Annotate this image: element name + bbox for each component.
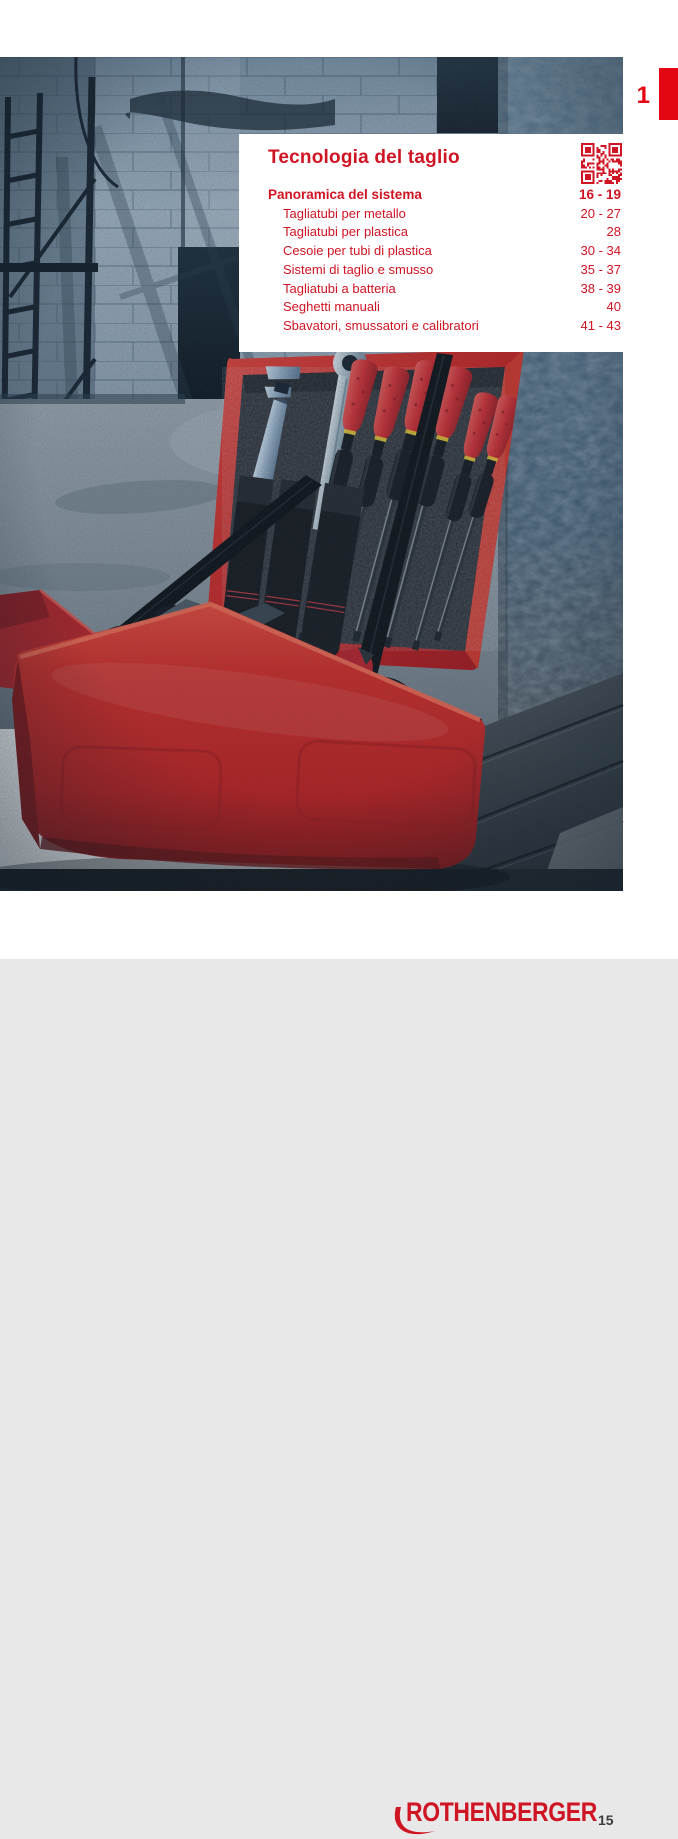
toc-item-label: Cesoie per tubi di plastica bbox=[283, 243, 432, 259]
section-tab bbox=[659, 68, 678, 120]
toc-item-pages: 30 - 34 bbox=[580, 243, 621, 259]
toc-row bbox=[268, 261, 621, 280]
section-tab-number: 1 bbox=[636, 82, 650, 109]
page-footer bbox=[0, 891, 678, 1828]
toc-item-pages: 38 - 39 bbox=[580, 280, 621, 296]
toc-item-pages: 41 - 43 bbox=[580, 317, 621, 333]
toc-overview-row bbox=[268, 186, 621, 205]
toc-item-label: Sbavatori, smussatori e calibratori bbox=[283, 317, 479, 333]
toc-row bbox=[268, 317, 621, 336]
section-title: Tecnologia del taglio bbox=[268, 147, 460, 168]
toc-item-label: Sistemi di taglio e smusso bbox=[283, 261, 434, 277]
toc-item-pages: 20 - 27 bbox=[580, 205, 621, 221]
toc-rows bbox=[268, 205, 621, 336]
toc-item-pages: 40 bbox=[606, 299, 621, 315]
toc-row bbox=[268, 298, 621, 317]
toc-panel bbox=[239, 134, 623, 352]
toc-row bbox=[268, 242, 621, 261]
toc-row bbox=[268, 223, 621, 242]
toc-row bbox=[268, 205, 621, 224]
toc-item-label: Tagliatubi per metallo bbox=[283, 205, 406, 221]
toc-overview-label: Panoramica del sistema bbox=[268, 187, 422, 202]
qr-code-icon bbox=[581, 143, 622, 184]
toc-item-label: Seghetti manuali bbox=[283, 299, 380, 315]
toc-item-pages: 28 bbox=[606, 224, 621, 240]
rothenberger-logo bbox=[392, 1799, 622, 1839]
page-number: 15 bbox=[598, 1812, 614, 1828]
toc-item-label: Tagliatubi per plastica bbox=[283, 224, 409, 240]
toc-item-label: Tagliatubi a batteria bbox=[283, 280, 396, 296]
toc-row bbox=[268, 280, 621, 299]
toc-overview-pages: 16 - 19 bbox=[578, 187, 621, 202]
toc-item-pages: 35 - 37 bbox=[580, 261, 621, 277]
brand-wordmark: ROTHENBERGER bbox=[406, 1797, 598, 1827]
